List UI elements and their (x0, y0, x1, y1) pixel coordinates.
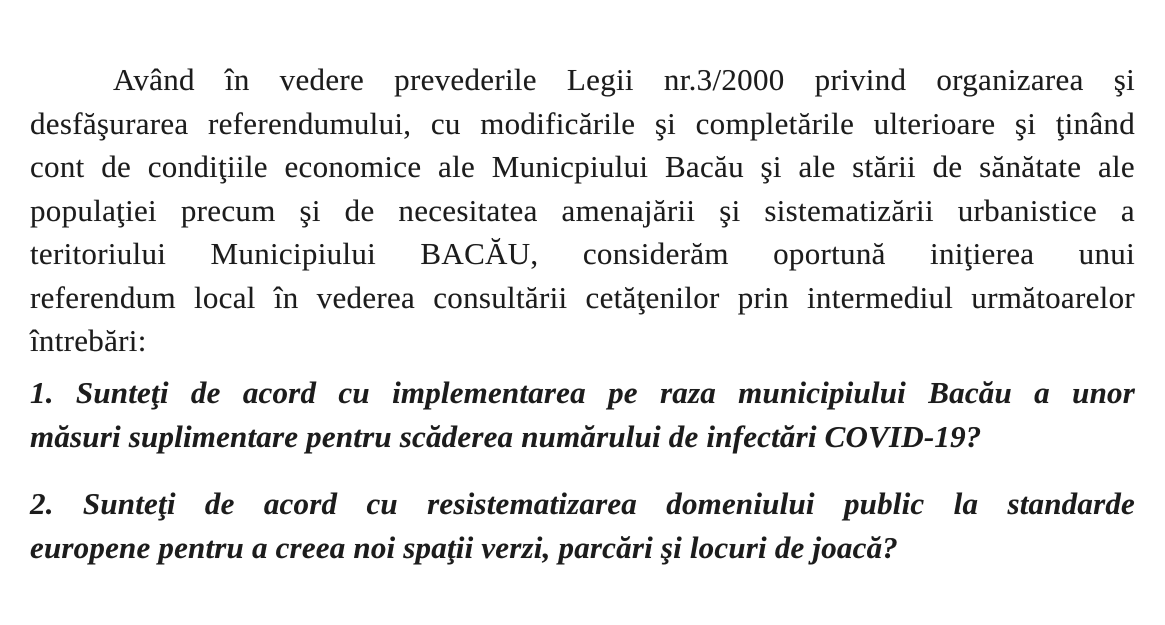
paragraph-line: Având în vedere prevederile Legii nr.3/2000 privind organizarea şi (113, 62, 1135, 97)
question-1-line: măsuri suplimentare pentru scăderea numărului de infectări COVID-19? (30, 418, 982, 454)
paragraph-line: desfăşurarea referendumului, cu modificările şi completările ulterioare şi ţinând (30, 105, 1135, 141)
intro-paragraph (30, 58, 1135, 363)
paragraph-line: cont de condiţiile economice ale Municpiului Bacău şi ale stării de sănătate ale (30, 149, 1135, 184)
question-2-line: 2. Sunteţi de acord cu resistematizarea domeniului public la standarde (30, 485, 1135, 521)
document-content (30, 58, 1135, 570)
question-2 (30, 482, 1135, 570)
paragraph-line: teritoriului Municipiului BACĂU, considerăm oportună iniţierea unui (30, 236, 1135, 271)
question-1 (30, 371, 1135, 459)
paragraph-line: referendum local în vederea consultării cetăţenilor prin intermediul următoarelor (30, 279, 1135, 315)
paragraph-line: întrebări: (30, 323, 147, 358)
question-1-line: 1. Sunteţi de acord cu implementarea pe raza municipiului Bacău a unor (30, 374, 1135, 410)
question-2-line: europene pentru a creea noi spaţii verzi, parcări şi locuri de joacă? (30, 529, 898, 565)
paragraph-line: populaţiei precum şi de necesitatea amenajării şi sistematizării urbanistice a (30, 192, 1135, 228)
